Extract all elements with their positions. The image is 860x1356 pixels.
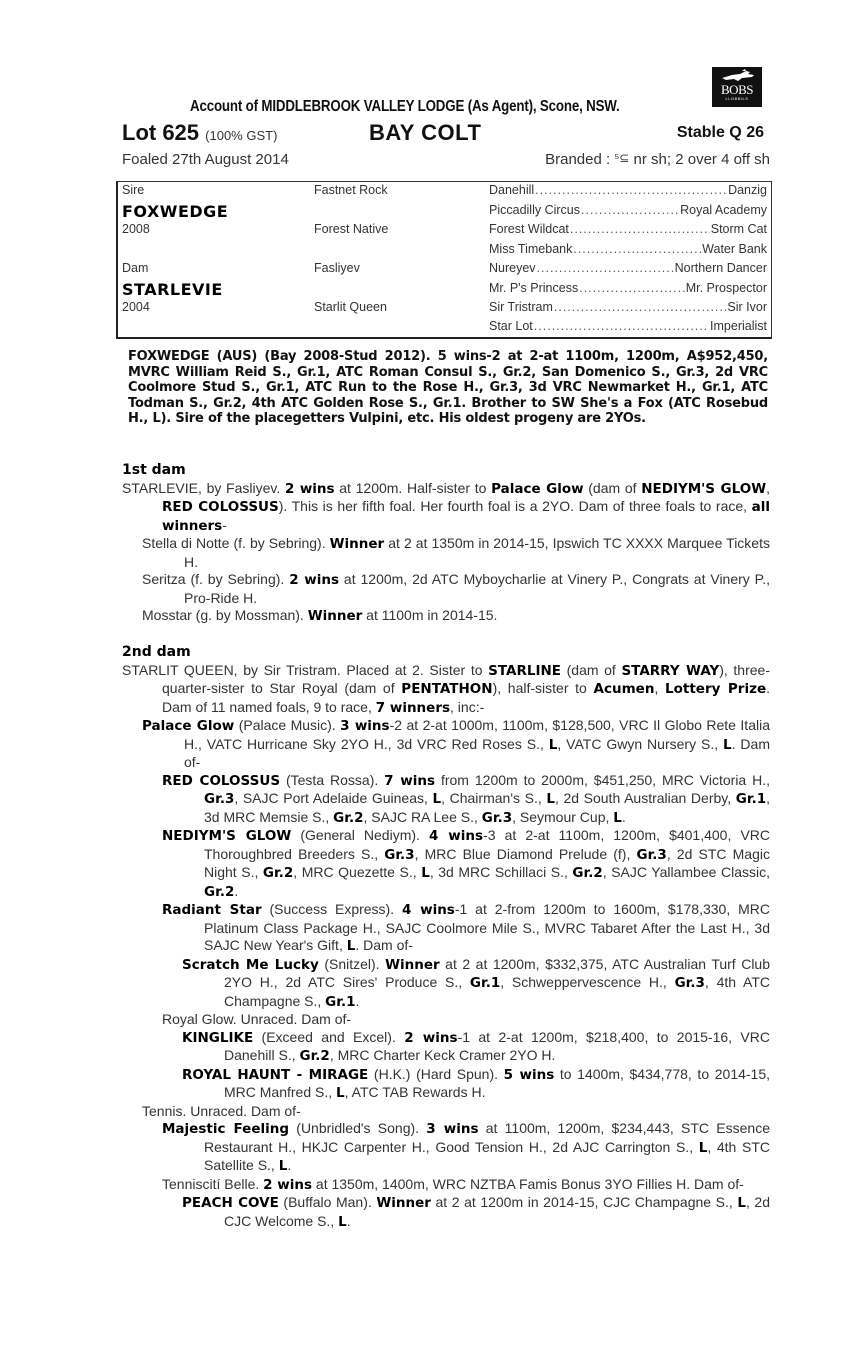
racehorse-icon [712, 69, 762, 83]
leader-dots [554, 300, 727, 314]
progeny-majestic-feeling: Majestic Feeling (Unbridled's Song). 3 wins at 1100m, 1200m, $234,443, STC Essence Restaurant H., HKJC Carpenter H., Good Tension H., 2d AJC Carrington S., L, 4th STC Satellite S., L. [162, 1120, 770, 1174]
gp-left: Nureyev [489, 261, 536, 275]
brand-mark-icon: ⁵⊆ [614, 151, 630, 165]
progeny-radiant-star: Radiant Star (Success Express). 4 wins-1 at 2-from 1200m to 1600m, $178,330, MRC Platinum Class Package H., SAJC Coolmore Mile S., MVRC Tabaret After the Last H., 3d SAJC New Year's Gift, L. Dam of- [162, 901, 770, 954]
sire-dam: Forest Native [314, 222, 389, 236]
leader-dots [534, 319, 709, 333]
progeny-entry: Seritza (f. by Sebring). 2 wins at 1200m, 2d ATC Myboycharlie at Vinery P., Congrats at Vinery P., Pro-Ride H. [142, 571, 770, 606]
branded-label: Branded : [545, 151, 611, 168]
gp-right: Royal Academy [680, 203, 767, 217]
sire-sire: Fastnet Rock [314, 183, 388, 197]
sire-name: FOXWEDGE [122, 202, 229, 221]
progeny-royal-haunt: ROYAL HAUNT - MIRAGE (H.K.) (Hard Spun). 5 wins to 1400m, $434,778, to 2014-15, MRC Manfred S., L, ATC TAB Rewards H. [182, 1065, 771, 1101]
grandparent-row [489, 242, 767, 256]
grandparent-row [489, 319, 767, 333]
lot-number [122, 120, 277, 146]
dam-sire: Fasliyev [314, 261, 360, 275]
gp-left: Piccadilly Circus [489, 203, 580, 217]
dam-dam: Starlit Queen [314, 300, 387, 314]
progeny-nediyms-glow: NEDIYM'S GLOW (General Nediym). 4 wins-3 at 2-at 1100m, 1200m, $401,400, VRC Thoroughbred Breeders S., Gr.3, MRC Blue Diamond Prelude (f), Gr.3, 2d STC Magic Night S., Gr.2, MRC Quezette S., L, 3d MRC Schillaci S., Gr.2, SAJC Yallambee Classic, Gr.2. [162, 827, 771, 900]
first-dam-heading: 1st dam [122, 462, 186, 478]
vendor-account: Account of MIDDLEBROOK VALLEY LODGE (As Agent), Scone, NSW. [190, 98, 620, 115]
leader-dots [535, 183, 727, 197]
second-dam-section [122, 644, 770, 1231]
sire-label: Sire [122, 183, 145, 197]
gp-left: Star Lot [489, 319, 533, 333]
gp-right: Northern Dancer [674, 261, 767, 275]
sire-description: FOXWEDGE (AUS) (Bay 2008-Stud 2012). 5 wins-2 at 2-at 1100m, 1200m, A$952,450, MVRC William Reid S., Gr.1, ATC Roman Consul S., Gr.2, San Domenico S., Gr.3, 2d VRC Coolmore Stud S., Gr.1, ATC Run to the Rose H., Gr.3, 3d VRC Newmarket H., Gr.1, ATC Todman S., Gr.2, 4th ATC Golden Rose S., Gr.1. Brother to SW She's a Fox (ATC Rosebud H., L). Sire of the placegetters Vulpini, etc. His oldest progeny are 2YOs. [128, 349, 768, 426]
progeny-kinglike: KINGLIKE (Exceed and Excel). 2 wins-1 at 2-at 1200m, $218,400, to 2015-16, VRC Danehill S., Gr.2, MRC Charter Keck Cramer 2YO H. [182, 1028, 770, 1064]
grandparent-row [489, 261, 767, 275]
logo-subtext: LLOBBILS [725, 96, 749, 101]
progeny-tenniscit-belle: Tenniscití Belle. 2 wins at 1350m, 1400m, WRC NZTBA Famis Bonus 3YO Fillies H. Dam of- [162, 1175, 744, 1193]
dam-label: Dam [122, 261, 149, 275]
pedigree-table [116, 181, 772, 339]
grandparent-row [489, 222, 767, 236]
gp-left: Danehill [489, 183, 535, 197]
progeny-entry: Mosstar (g. by Mossman). Winner at 1100m in 2014-15. [142, 607, 498, 624]
gp-left: Sir Tristram [489, 300, 553, 314]
leader-dots [581, 203, 679, 217]
gp-left: Miss Timebank [489, 242, 573, 256]
logo-brand: BOBS [721, 82, 753, 97]
leader-dots [573, 242, 701, 256]
lot-label: Lot 625 [122, 120, 200, 145]
progeny-peach-cove: PEACH COVE (Buffalo Man). Winner at 2 at 1200m in 2014-15, CJC Champagne S., L, 2d CJC Welcome S., L. [182, 1194, 770, 1230]
bobs-logo [712, 67, 762, 107]
gp-left: Mr. P's Princess [489, 281, 579, 295]
branded-marks: nr sh; 2 over 4 off sh [633, 151, 770, 168]
stable-number: Stable Q 26 [676, 124, 764, 141]
grandparent-row [489, 183, 767, 197]
gp-right: Imperialist [710, 319, 767, 333]
first-dam-section [122, 462, 770, 626]
progeny-red-colossus: RED COLOSSUS (Testa Rossa). 7 wins from 1200m to 2000m, $451,250, MRC Victoria H., Gr.3, SAJC Port Adelaide Guineas, L, Chairman's S., L, 2d South Australian Derby, Gr.1, 3d MRC Memsie S., Gr.2, SAJC RA Lee S., Gr.3, Seymour Cup, L. [162, 771, 771, 826]
gst-note: (100% GST) [205, 128, 278, 143]
branded-info [545, 151, 770, 168]
leader-dots [537, 261, 674, 275]
foaled-date: Foaled 27th August 2014 [122, 151, 289, 168]
leader-dots [579, 281, 685, 295]
progeny-tennis: Tennis. Unraced. Dam of- [142, 1102, 301, 1119]
grandparent-row [489, 281, 767, 295]
gp-right: Sir Ivor [727, 300, 767, 314]
gp-right: Mr. Prospector [685, 281, 767, 295]
gp-right: Storm Cat [710, 222, 767, 236]
grandparent-row [489, 300, 767, 314]
second-dam-heading: 2nd dam [122, 644, 191, 660]
second-dam-paragraph: STARLIT QUEEN, by Sir Tristram. Placed at 2. Sister to STARLINE (dam of STARRY WAY), three-quarter-sister to Star Royal (dam of PENTATHON), half-sister to Acumen, Lottery Prize. Dam of 11 named foals, 9 to race, 7 winners, inc:- [122, 661, 770, 716]
dam-name: STARLEVIE [122, 280, 223, 299]
progeny-royal-glow: Royal Glow. Unraced. Dam of- [162, 1011, 352, 1027]
leader-dots [570, 222, 710, 236]
gp-left: Forest Wildcat [489, 222, 569, 236]
first-dam-paragraph: STARLEVIE, by Fasliyev. 2 wins at 1200m. Half-sister to Palace Glow (dam of NEDIYM'S GLOW, RED COLOSSUS). This is her fifth foal. Her fourth foal is a 2YO. Dam of three foals to race, all winners- [122, 479, 770, 534]
horse-description: BAY COLT [369, 120, 482, 145]
gp-right: Danzig [728, 183, 767, 197]
gp-right: Water Bank [702, 242, 767, 256]
lot-line [122, 120, 772, 148]
sire-year: 2008 [122, 222, 150, 236]
dam-year: 2004 [122, 300, 150, 314]
grandparent-row [489, 203, 767, 217]
progeny-entry: Stella di Notte (f. by Sebring). Winner at 2 at 1350m in 2014-15, Ipswich TC XXXX Marquee Tickets H. [142, 535, 770, 570]
progeny-palace-glow: Palace Glow (Palace Music). 3 wins-2 at 2-at 1000m, 1100m, $128,500, VRC Il Globo Rete Italia H., VATC Hurricane Sky 2YO H., 3d VRC Red Roses S., L, VATC Gwyn Nursery S., L. Dam of- [142, 717, 770, 770]
progeny-scratch-me-lucky: Scratch Me Lucky (Snitzel). Winner at 2 at 1200m, $332,375, ATC Australian Turf Club 2YO H., 2d ATC Sires' Produce S., Gr.1, Schweppervescence H., Gr.3, 4th ATC Champagne S., Gr.1. [182, 955, 771, 1010]
